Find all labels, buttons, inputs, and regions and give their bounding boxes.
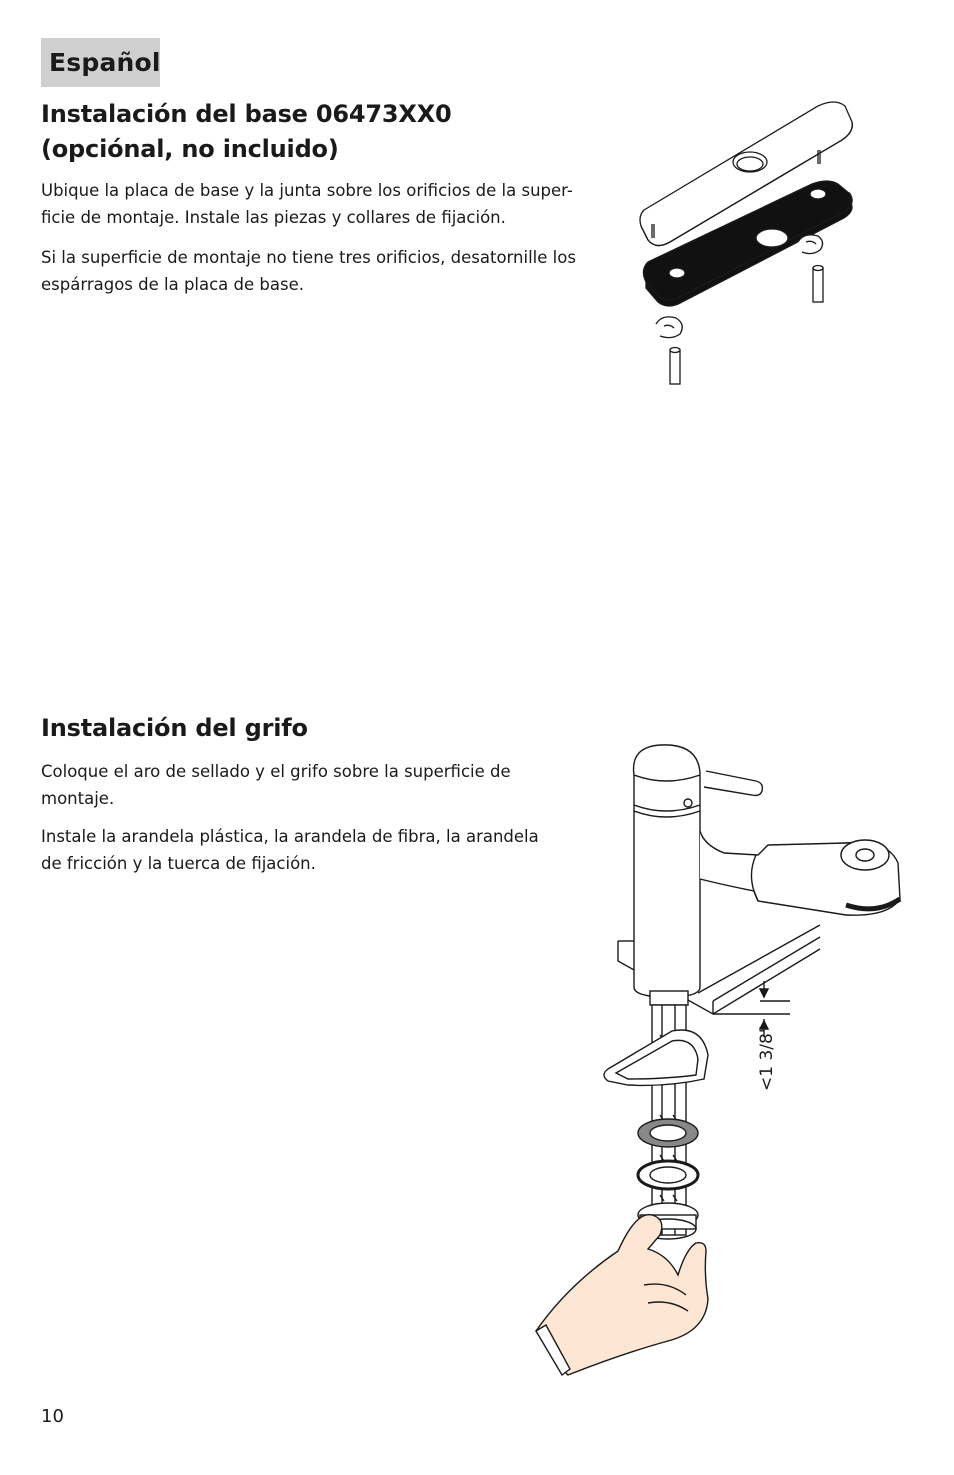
section1-title-line2: (opciónal, no incluido) [41, 135, 339, 163]
section1-para1-line2: ficie de montaje. Instale las piezas y collares de fijación. [41, 207, 506, 227]
dimension-label: <1 3/8" [757, 1025, 777, 1091]
section1-title-line1: Instalación del base 06473XX0 [41, 100, 452, 128]
fiber-washer-shape [638, 1119, 698, 1147]
section1-paragraph1 [41, 178, 573, 231]
section1-paragraph2 [41, 245, 576, 298]
base-plate-illustration [630, 92, 870, 392]
section2-para1-line1: Coloque el aro de sellado y el grifo sobre la superficie de [41, 762, 511, 781]
section2-title: Instalación del grifo [41, 714, 308, 742]
section2-paragraph2 [41, 824, 539, 877]
section2-para2-line1: Instale la arandela plástica, la arandela de fibra, la arandela [41, 827, 539, 846]
section1-para2-line1: Si la superficie de montaje no tiene tres orificios, desatornille los [41, 248, 576, 267]
left-collar-pin [656, 317, 682, 384]
section2-paragraph1 [41, 759, 511, 812]
right-collar-pin [798, 235, 823, 302]
section1-para2-line2: espárragos de la placa de base. [41, 274, 304, 294]
section1-para1-line1: Ubique la placa de base y la junta sobre los orificios de la super- [41, 181, 573, 200]
faucet-body-shape [634, 745, 900, 997]
friction-washer-shape [638, 1161, 698, 1189]
dimension-markers [713, 981, 790, 1037]
shank-shape [650, 991, 688, 1235]
section2-para2-line2: de fricción y la tuerca de fijación. [41, 853, 316, 873]
faucet-installation-illustration [528, 735, 912, 1385]
page-number: 10 [41, 1406, 64, 1427]
section1-title [41, 97, 452, 167]
hand-shape [536, 1215, 708, 1375]
section2-para1-line2: montaje. [41, 788, 115, 808]
language-badge: Español [41, 38, 160, 87]
